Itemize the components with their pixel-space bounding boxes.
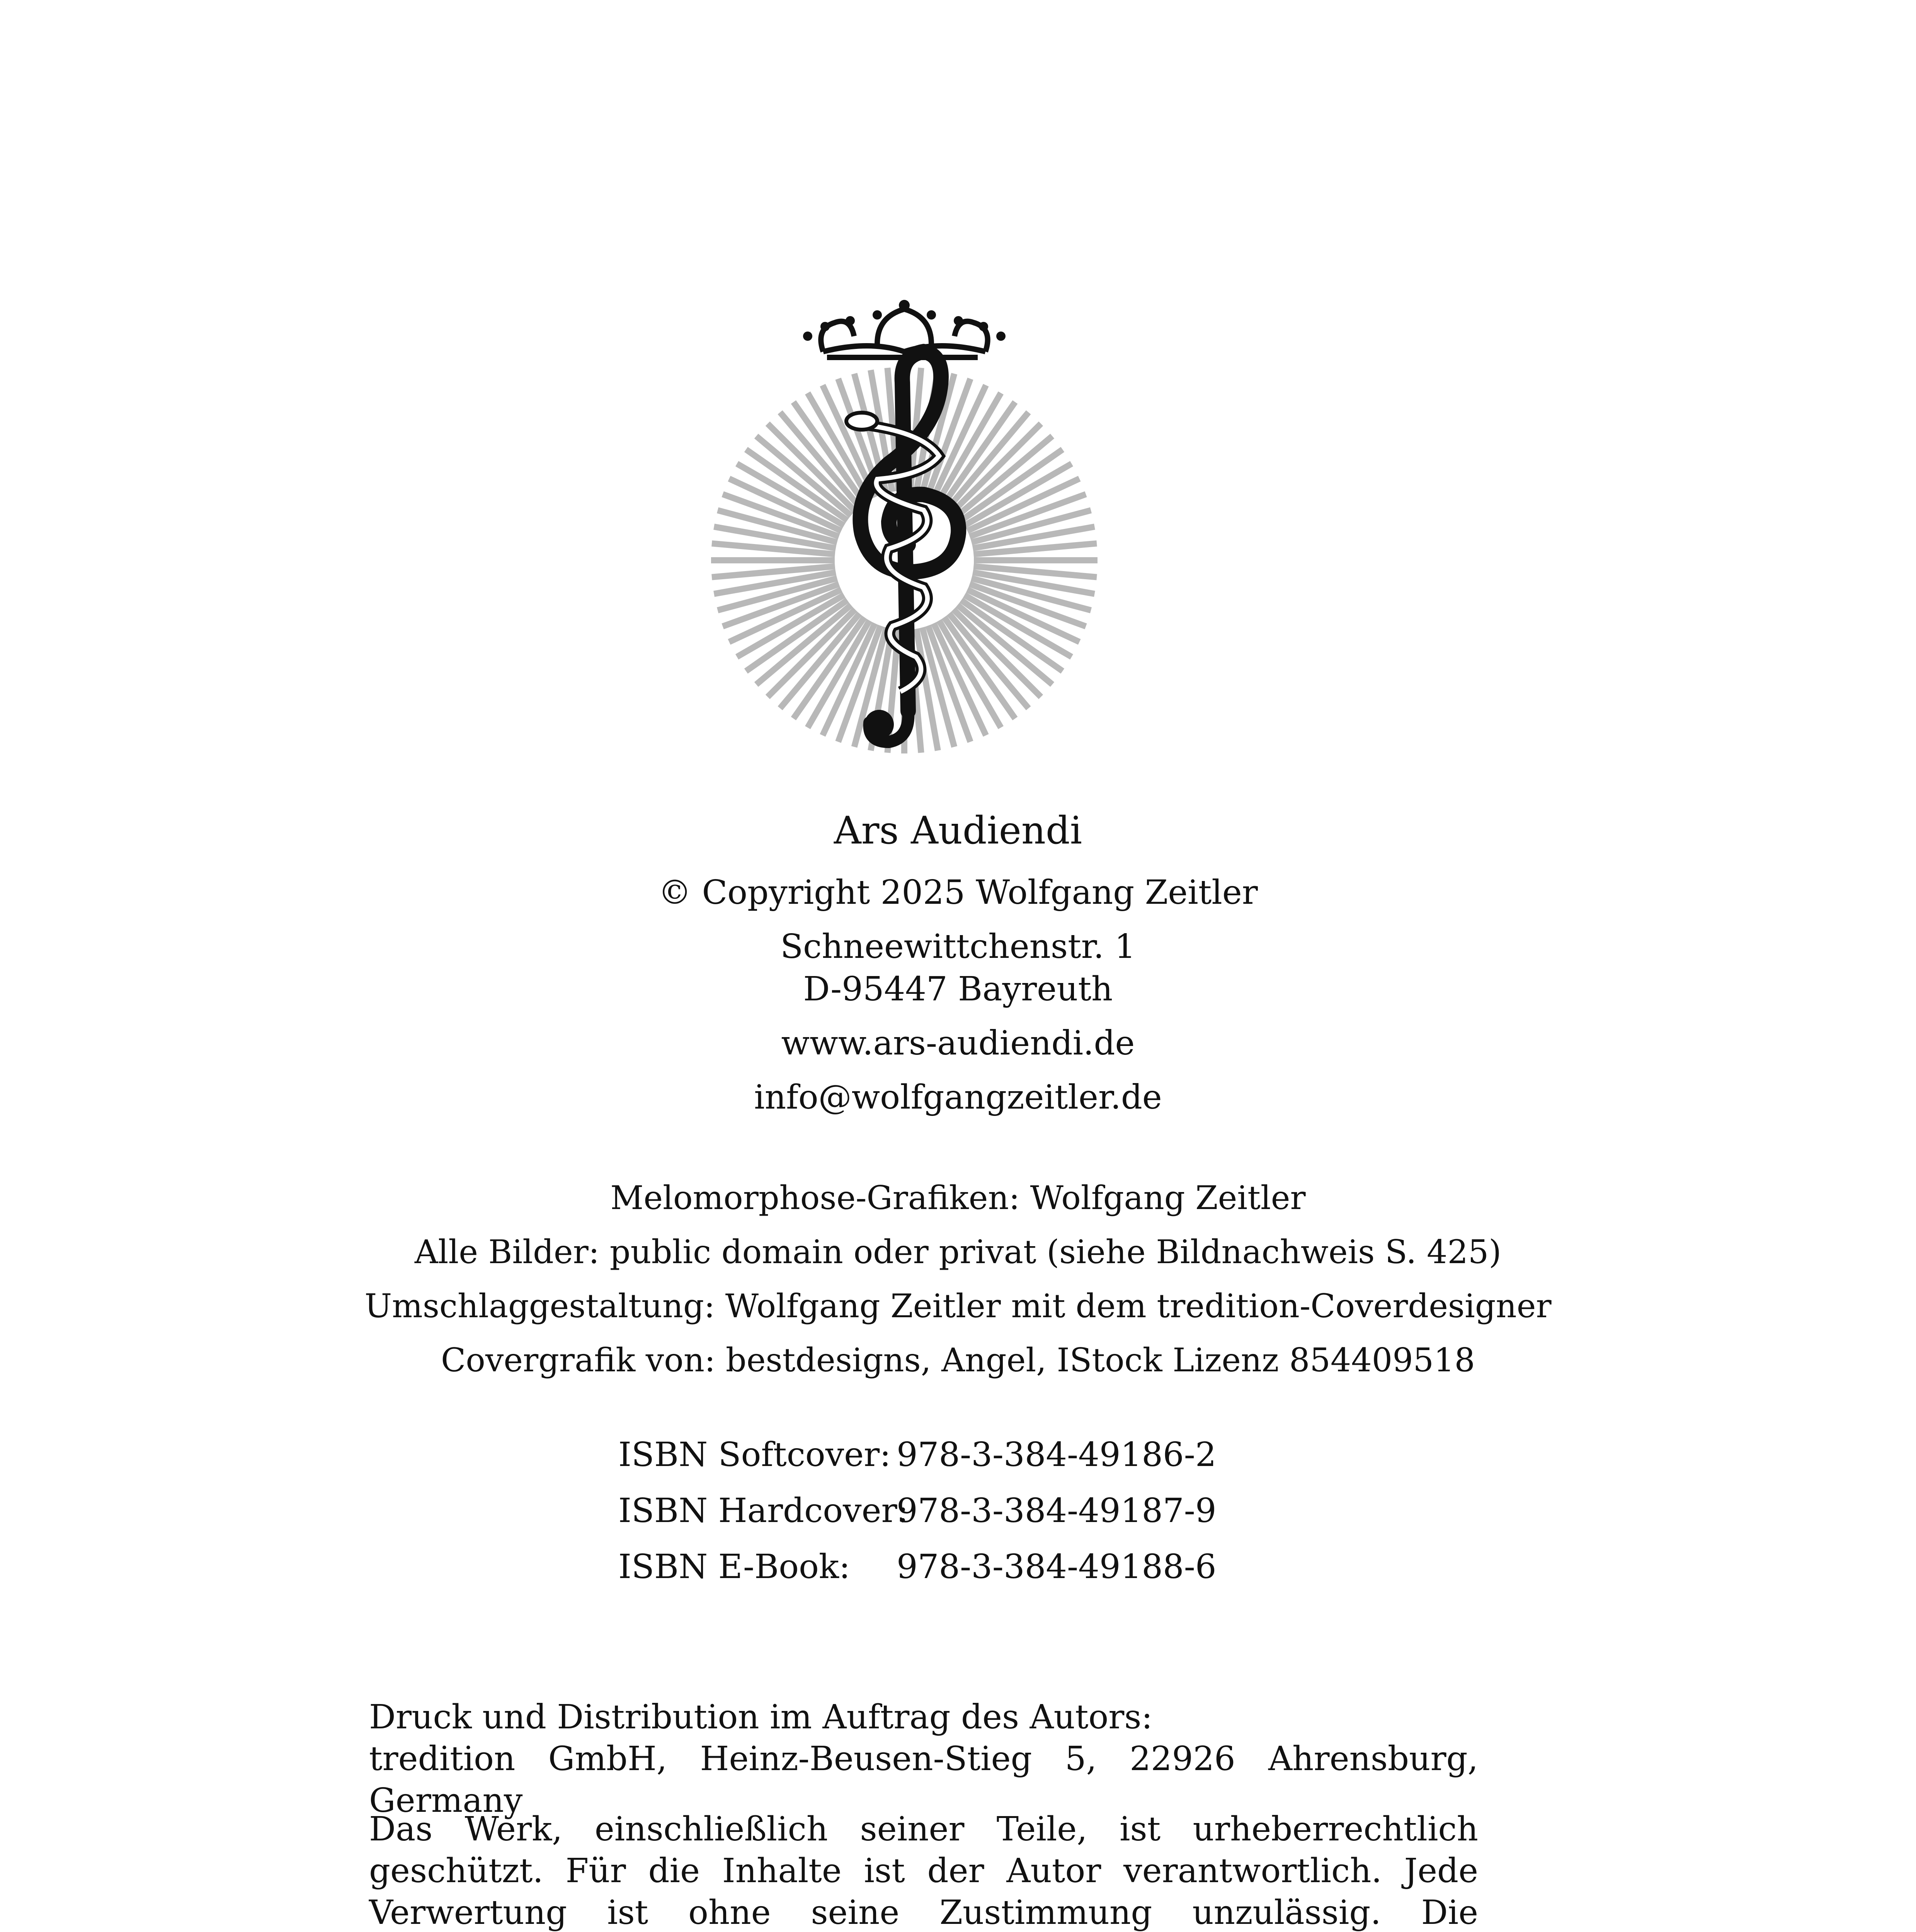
publisher-website[interactable]: www.ars-audiendi.de (781, 1024, 1135, 1063)
publisher-city: D-95447 Bayreuth (803, 970, 1113, 1009)
isbn-label: ISBN Softcover: (618, 1435, 891, 1474)
distribution-line-2: tredition GmbH, Heinz-Beusen-Stieg 5, 22926 Ahrensburg, Germany (369, 1740, 1478, 1820)
rights-text: Das Werk, einschließlich seiner Teile, ist urheberrechtlich geschützt. Für die Inhalte ist der Autor verantwortlich. Jede Verwertung ist ohne seine Zustimmung unzulässig. Die (369, 1810, 1478, 1932)
ars-audiendi-logo (707, 294, 1101, 781)
rights-block (369, 1808, 1478, 1932)
publisher-street: Schneewittchenstr. 1 (780, 927, 1136, 966)
treble-clef-crown-icon (707, 294, 1101, 781)
isbn-label: ISBN E-Book: (618, 1548, 850, 1586)
credit-line-covergrafik: Covergrafik von: bestdesigns, Angel, IStock Lizenz 854409518 (441, 1341, 1475, 1379)
isbn-row (618, 1544, 1217, 1590)
isbn-value: 978-3-384-49187-9 (897, 1492, 1217, 1530)
credit-line-bilder: Alle Bilder: public domain oder privat (siehe Bildnachweis S. 425) (414, 1233, 1502, 1271)
credit-line-umschlag: Umschlaggestaltung: Wolfgang Zeitler mit dem tredition-Coverdesigner (364, 1287, 1552, 1325)
credit-line-grafiken: Melomorphose-Grafiken: Wolfgang Zeitler (610, 1179, 1306, 1217)
distribution-block (369, 1696, 1478, 1821)
publisher-email[interactable]: info@wolfgangzeitler.de (754, 1078, 1162, 1117)
publisher-name: Ars Audiendi (834, 809, 1082, 853)
isbn-row (618, 1488, 1217, 1534)
copyright-line: © Copyright 2025 Wolfgang Zeitler (658, 873, 1258, 912)
isbn-value: 978-3-384-49186-2 (897, 1435, 1217, 1474)
isbn-row (618, 1432, 1217, 1478)
isbn-label: ISBN Hardcover: (618, 1492, 909, 1530)
isbn-value: 978-3-384-49188-6 (897, 1548, 1217, 1586)
distribution-line-1: Druck und Distribution im Auftrag des Autors: (369, 1698, 1153, 1736)
